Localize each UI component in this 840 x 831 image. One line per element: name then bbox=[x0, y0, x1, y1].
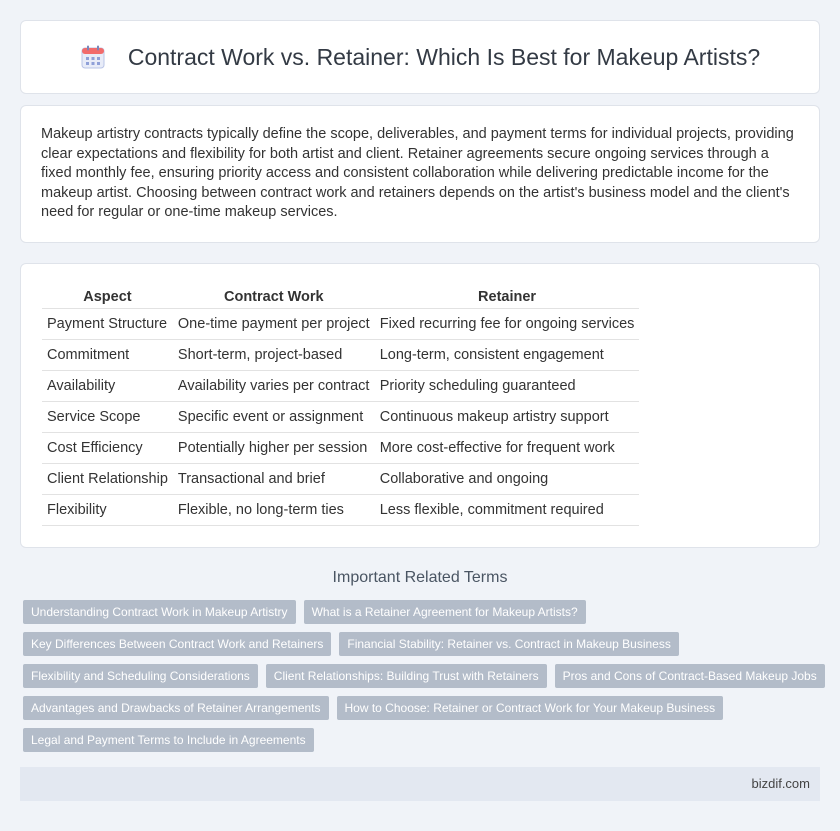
column-header-retainer: Retainer bbox=[375, 286, 640, 309]
table-row bbox=[42, 433, 639, 464]
related-term-tag[interactable]: Client Relationships: Building Trust with Retainers bbox=[266, 664, 547, 688]
related-term-tag[interactable]: Advantages and Drawbacks of Retainer Arrangements bbox=[23, 696, 329, 720]
table-cell: Flexible, no long-term ties bbox=[173, 495, 375, 526]
comparison-table-card bbox=[20, 263, 820, 548]
table-row bbox=[42, 371, 639, 402]
tag-row bbox=[23, 632, 823, 656]
related-term-tag[interactable]: Key Differences Between Contract Work and Retainers bbox=[23, 632, 331, 656]
tag-row bbox=[23, 728, 823, 752]
table-cell: Flexibility bbox=[42, 495, 173, 526]
table-cell: Cost Efficiency bbox=[42, 433, 173, 464]
table-cell: Commitment bbox=[42, 340, 173, 371]
column-header-aspect: Aspect bbox=[42, 286, 173, 309]
table-header-row bbox=[42, 286, 639, 309]
related-term-tag[interactable]: Understanding Contract Work in Makeup Artistry bbox=[23, 600, 296, 624]
table-cell: More cost-effective for frequent work bbox=[375, 433, 640, 464]
footer bbox=[20, 767, 820, 801]
table-cell: Collaborative and ongoing bbox=[375, 464, 640, 495]
table-cell: Long-term, consistent engagement bbox=[375, 340, 640, 371]
table-row bbox=[42, 340, 639, 371]
table-cell: Payment Structure bbox=[42, 309, 173, 340]
table-row bbox=[42, 464, 639, 495]
footer-site-link[interactable]: bizdif.com bbox=[751, 776, 810, 791]
page-title: Contract Work vs. Retainer: Which Is Best for Makeup Artists? bbox=[127, 43, 761, 70]
table-cell: Short-term, project-based bbox=[173, 340, 375, 371]
related-term-tag[interactable]: Legal and Payment Terms to Include in Agreements bbox=[23, 728, 314, 752]
table-cell: Transactional and brief bbox=[173, 464, 375, 495]
table-row bbox=[42, 495, 639, 526]
related-term-tag[interactable]: Flexibility and Scheduling Considerations bbox=[23, 664, 258, 688]
table-cell: Continuous makeup artistry support bbox=[375, 402, 640, 433]
intro-card bbox=[20, 105, 820, 243]
table-cell: Availability bbox=[42, 371, 173, 402]
tag-row bbox=[23, 696, 823, 720]
table-cell: Fixed recurring fee for ongoing services bbox=[375, 309, 640, 340]
table-cell: Less flexible, commitment required bbox=[375, 495, 640, 526]
related-term-tag[interactable]: Financial Stability: Retainer vs. Contract in Makeup Business bbox=[339, 632, 678, 656]
tag-row bbox=[23, 664, 823, 688]
table-cell: Priority scheduling guaranteed bbox=[375, 371, 640, 402]
table-cell: Specific event or assignment bbox=[173, 402, 375, 433]
calendar-icon bbox=[80, 44, 106, 70]
table-cell: Potentially higher per session bbox=[173, 433, 375, 464]
related-term-tag[interactable]: Pros and Cons of Contract-Based Makeup Jobs bbox=[555, 664, 825, 688]
intro-paragraph: Makeup artistry contracts typically define the scope, deliverables, and payment terms for individual projects, providing clear expectations and flexibility for both artist and client. Retainer agreements secure ongoing services through a fixed monthly fee, ensuring priority access and consistent collaboration while delivering predictable income for the makeup artist. Choosing between contract work and retainers depends on the artist's business model and the client's need for regular or one-time makeup services. bbox=[41, 126, 794, 220]
related-terms-title: Important Related Terms bbox=[332, 569, 508, 586]
table-cell: Client Relationship bbox=[42, 464, 173, 495]
table-row bbox=[42, 402, 639, 433]
table-cell: Service Scope bbox=[42, 402, 173, 433]
related-term-tag[interactable]: What is a Retainer Agreement for Makeup Artists? bbox=[304, 600, 586, 624]
table-cell: Availability varies per contract bbox=[173, 371, 375, 402]
column-header-contract-work: Contract Work bbox=[173, 286, 375, 309]
related-terms-list bbox=[23, 600, 823, 760]
table-row bbox=[42, 309, 639, 340]
tag-row bbox=[23, 600, 823, 624]
header-card bbox=[20, 20, 820, 94]
comparison-table bbox=[42, 286, 639, 526]
related-term-tag[interactable]: How to Choose: Retainer or Contract Work for Your Makeup Business bbox=[337, 696, 724, 720]
table-cell: One-time payment per project bbox=[173, 309, 375, 340]
